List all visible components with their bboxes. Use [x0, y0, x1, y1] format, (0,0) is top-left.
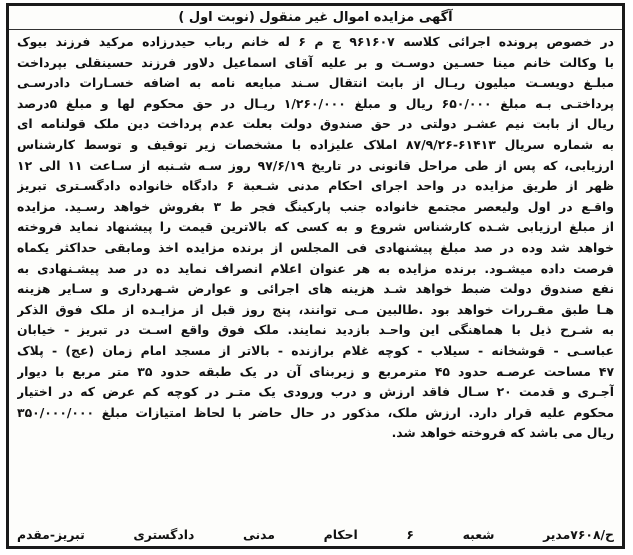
notice-line: هـا طبق مقـررات خواهد بود .طالبین مـی توانند، پنج روز قبل از مزایـده از ملک فوق الذکر [17, 301, 614, 317]
notice-line: واقـع در اول ولیعصر مجتمع خانواده جنب پارکینگ فجر ط ۳ بفروش خواهد رسـید. مزایده [17, 198, 614, 214]
notice-line: ظهر از طریق مزایده در واحد اجرای احکام مدنی شـعبة ۶ دادگاه خانواده دادگسـتری تبریز [17, 178, 614, 194]
notice-line: نفع صندوق دولت ضبط خواهد شـد هزینه های اجرائی و عوارض شـهرداری و سـایر هزینه [17, 281, 614, 297]
title-divider [9, 29, 622, 30]
notice-line: خواهد شد وده در صد مبلغ پیشنهادی فی المجلس از برنده مزایده اخذ ومابقی حداکثر یکماه [17, 239, 614, 255]
notice-line: محکوم علیه قرار دارد. ارزش ملک، مذکور در حال حاضر با لحاظ امتیازات مبلغ ۳۵۰/۰۰۰/۰۰۰ [17, 404, 614, 420]
notice-line: با وکالت خانم مینا حسـین دوسـت و بر علیه آقای اسماعیل دلاور فرزند حسینقلی بپرداخت [17, 54, 614, 70]
notice-line: ۴۷ مساحت عرصـه حدود ۴۵ مترمربع و زیربنای آن در یک طبقه حدود ۳۵ متر مربع با دیوار [17, 363, 614, 379]
notice-line-last: ریال می باشد که فروخته خواهد شد. [391, 425, 614, 441]
notice-body [17, 32, 614, 444]
notice-line: عباسـی - قوشخانه - سیلاب - کوچه غلام برازنده - بالاتر از مسجد امام زمان (عج) - پلاک [17, 342, 614, 358]
notice-line: مبلـغ دویسـت میلیون ریـال از بابت انتقال سـند مبایعه نامه به اضافه خسـارات دادرسـی [17, 75, 614, 91]
notice-line: ارزیابی، که پس از طی مراحل قانونی در تاریخ ۹۷/۶/۱۹ روز سـه شـنبه از سـاعت ۱۱ الی ۱۲ [17, 157, 614, 173]
notice-line: فرصت داده میشـود. برنده مزایده به هر عنوان اعلام انصراف نماید ده در صد پیشـنهادی به [17, 260, 614, 276]
notice-line: ریال از بابت نیم عشـر دولتی در حق صندوق دولت بعلت عدم پرداخت دین ملک قولنامه ای [17, 116, 614, 132]
notice-line: در خصوص پرونده اجرائی کلاسه ۹۶۱۶۰۷ ج م ۶ له خانم رباب حیدرزاده مرکید فرزند بیوک [17, 34, 614, 49]
notice-title: آگهی مزایده اموال غیر منقول (نوبت اول ) [178, 10, 453, 25]
notice-frame [6, 3, 625, 549]
notice-line: به شماره سریال ۶۱۴۱۳-۸۷/۹/۲۶ املاک علیزاده با مشخصات زیر توقیف و توسط کارشناس [17, 136, 614, 152]
notice-signature: ح/۷۶۰۸مدیر شعبه ۶ احکام مدنی دادگستری تبریز-مقدم [17, 527, 614, 542]
notice-line: به شـرح ذیل با هماهنگی این واحـد بازدید نمایند. ملک فوق واقع اسـت در تبریز - خیابان [17, 322, 614, 338]
notice-line: از مبلغ ارزیابی شـده کارشناس شروع و به کسی که بالاترین قیمت را پیشنهاد نماید فروخته [17, 219, 614, 235]
notice-line: آجـری و قدمت ۲۰ سـال فاقد ارزش و درب ورودی یک متـر در کوچه کم عرض که در اختیار [17, 384, 614, 400]
notice-line: پرداختـی بـه مبلغ ۶۵۰/۰۰۰ ریال و مبلغ ۱/۲۶۰/۰۰۰ ریـال در حق محکوم لها و مبلغ ۵درصد [17, 95, 614, 111]
